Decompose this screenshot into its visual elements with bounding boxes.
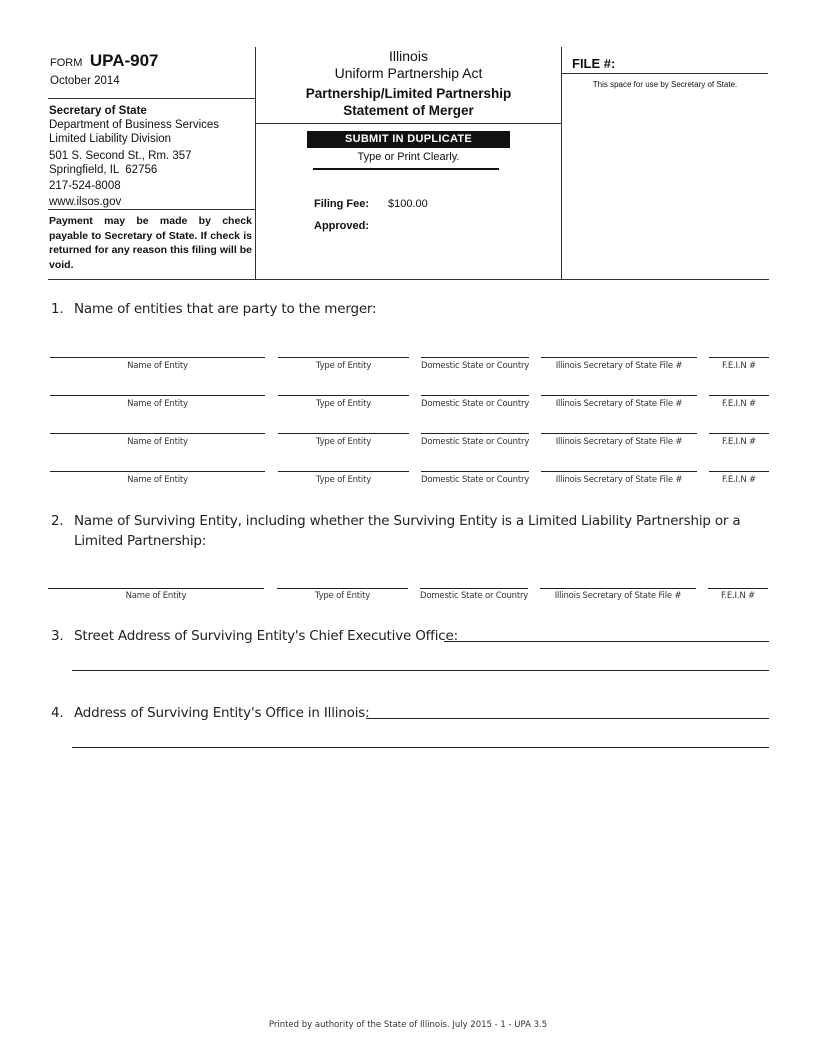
divider-file: [561, 73, 768, 74]
entity-name-caption: Name of Entity: [127, 361, 188, 371]
entity-file-number-field[interactable]: [541, 395, 697, 396]
entity-name-field[interactable]: [50, 395, 265, 396]
form-title-line2: Statement of Merger: [343, 103, 474, 118]
illinois-office-address-line2[interactable]: [72, 747, 769, 748]
entity-domestic-field[interactable]: [421, 433, 529, 434]
agency-city: Springfield, IL 62756: [49, 164, 158, 176]
entity-file-number-caption: Illinois Secretary of State File #: [555, 475, 683, 485]
entity-type-field[interactable]: [278, 395, 409, 396]
entity-name-caption: Name of Entity: [127, 437, 188, 447]
agency-website: www.ilsos.gov: [49, 196, 122, 208]
surviving-fein-caption: F.E.I.N #: [721, 591, 755, 601]
entity-fein-field[interactable]: [709, 357, 769, 358]
question-2-line1: Name of Surviving Entity, including whether the Surviving Entity is a Limited Liability Partnership or a: [74, 513, 741, 529]
entity-type-caption: Type of Entity: [315, 437, 372, 447]
file-note: This space for use by Secretary of State.: [592, 80, 738, 89]
entity-domestic-field[interactable]: [421, 395, 529, 396]
entity-file-number-field[interactable]: [541, 471, 697, 472]
divider-vertical-left: [255, 47, 256, 280]
agency-title: Secretary of State: [49, 105, 147, 117]
entity-domestic-caption: Domestic State or Country: [421, 475, 530, 485]
filing-fee-value: $100.00: [388, 198, 428, 210]
chief-office-address-line1[interactable]: [444, 641, 769, 642]
form-prefix: FORM: [50, 57, 83, 69]
print-note-rule: [313, 168, 499, 170]
question-2-line2: Limited Partnership:: [74, 533, 207, 549]
approved-label: Approved:: [314, 220, 369, 232]
act-name: Uniform Partnership Act: [334, 65, 483, 81]
illinois-office-address-line1[interactable]: [366, 718, 769, 719]
print-note: Type or Print Clearly.: [357, 151, 460, 163]
payment-note: Payment may be made by check payable to Secretary of State. If check is returned for any reason this filing will be void.: [49, 215, 252, 271]
state-name: Illinois: [389, 48, 428, 64]
agency-department: Department of Business Services: [49, 119, 220, 131]
agency-phone: 217-524-8008: [49, 180, 121, 192]
form-title-line1: Partnership/Limited Partnership: [305, 86, 512, 101]
entity-type-caption: Type of Entity: [315, 361, 372, 371]
entity-type-field[interactable]: [278, 471, 409, 472]
entity-domestic-field[interactable]: [421, 471, 529, 472]
entity-domestic-field[interactable]: [421, 357, 529, 358]
question-1-number: 1.: [51, 301, 64, 317]
entity-domestic-caption: Domestic State or Country: [421, 361, 530, 371]
entity-file-number-caption: Illinois Secretary of State File #: [555, 399, 683, 409]
question-4-text: Address of Surviving Entity's Office in Illinois:: [74, 705, 370, 721]
entity-fein-field[interactable]: [709, 471, 769, 472]
header-bottom-border: [48, 279, 769, 280]
divider-left-payment: [48, 209, 255, 210]
chief-office-address-line2[interactable]: [72, 670, 769, 671]
entity-domestic-caption: Domestic State or Country: [421, 399, 530, 409]
entity-name-field[interactable]: [50, 471, 265, 472]
question-4-number: 4.: [51, 705, 64, 721]
submit-banner: SUBMIT IN DUPLICATE: [307, 131, 510, 148]
surviving-type-field[interactable]: [277, 588, 408, 589]
surviving-file-number-field[interactable]: [540, 588, 696, 589]
entity-name-caption: Name of Entity: [127, 399, 188, 409]
entity-name-caption: Name of Entity: [127, 475, 188, 485]
entity-file-number-field[interactable]: [541, 433, 697, 434]
surviving-name-field[interactable]: [48, 588, 264, 589]
entity-name-field[interactable]: [50, 433, 265, 434]
form-number: UPA-907: [89, 51, 159, 70]
entity-fein-caption: F.E.I.N #: [722, 475, 756, 485]
entity-fein-field[interactable]: [709, 433, 769, 434]
form-id: [50, 51, 159, 71]
entity-name-field[interactable]: [50, 357, 265, 358]
entity-file-number-field[interactable]: [541, 357, 697, 358]
form-date: October 2014: [50, 75, 120, 87]
surviving-name-caption: Name of Entity: [125, 591, 187, 601]
question-3-number: 3.: [51, 628, 64, 644]
question-1-text: Name of entities that are party to the merger:: [74, 301, 377, 317]
agency-block: [49, 104, 219, 209]
surviving-domestic-field[interactable]: [420, 588, 528, 589]
divider-left-top: [48, 98, 255, 99]
divider-center-title: [255, 123, 561, 124]
footer-text: Printed by authority of the State of Illinois. July 2015 - 1 - UPA 3.5: [268, 1020, 548, 1030]
surviving-fein-field[interactable]: [708, 588, 768, 589]
entity-type-field[interactable]: [278, 433, 409, 434]
entity-file-number-caption: Illinois Secretary of State File #: [555, 437, 683, 447]
entity-fein-caption: F.E.I.N #: [722, 399, 756, 409]
entity-type-caption: Type of Entity: [315, 399, 372, 409]
surviving-file-number-caption: Illinois Secretary of State File #: [554, 591, 682, 601]
file-number-label: FILE #:: [572, 56, 616, 71]
filing-fee-label: Filing Fee:: [314, 198, 369, 210]
question-3-text: Street Address of Surviving Entity's Chief Executive Office:: [74, 628, 458, 644]
entity-file-number-caption: Illinois Secretary of State File #: [555, 361, 683, 371]
entity-type-field[interactable]: [278, 357, 409, 358]
entity-fein-caption: F.E.I.N #: [722, 437, 756, 447]
agency-street: 501 S. Second St., Rm. 357: [49, 150, 192, 162]
surviving-type-caption: Type of Entity: [314, 591, 371, 601]
entity-fein-field[interactable]: [709, 395, 769, 396]
entity-type-caption: Type of Entity: [315, 475, 372, 485]
agency-division: Limited Liability Division: [49, 133, 172, 145]
entity-domestic-caption: Domestic State or Country: [421, 437, 530, 447]
surviving-domestic-caption: Domestic State or Country: [420, 591, 529, 601]
question-2-number: 2.: [51, 513, 64, 529]
entity-fein-caption: F.E.I.N #: [722, 361, 756, 371]
